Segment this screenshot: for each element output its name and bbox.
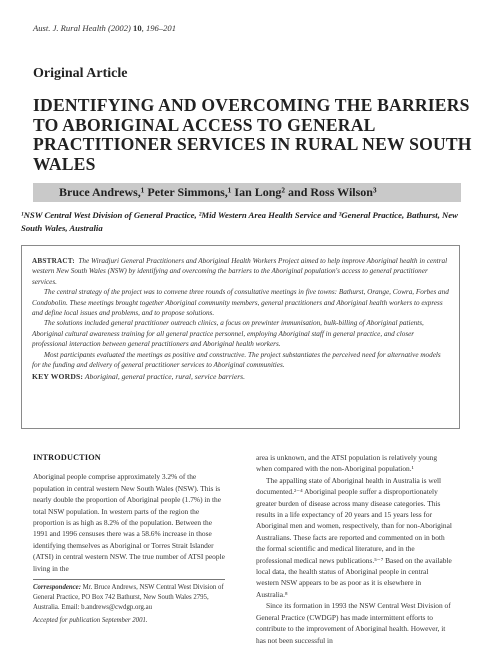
correspondence-text: Mr. Bruce Andrews, NSW Central West Division of General Practice, PO Box 742 Bathurst, New South Wales 2795, Australia. Email: b.andrews@cwdgp.org.au: [33, 584, 224, 612]
author-list: Bruce Andrews,¹ Peter Simmons,¹ Ian Long² and Ross Wilson³: [59, 185, 377, 199]
journal-volume: 10: [133, 23, 142, 33]
body-column-left: [33, 452, 225, 574]
abstract-paragraph-4: Most participants evaluated the meetings as positive and constructive. The project substantiates the perceived need for alternative models for the funding and delivery of general practitioner services to Aboriginal communities.: [32, 350, 441, 370]
intro-paragraph-2: The appalling state of Aboriginal health in Australia is well documented.²⁻⁴ Aboriginal people suffer a disproportionately greater burden of disease across many disease categories. This results in a life expectancy of 20 years and 15 years less for Aboriginal men and women, respectively, than for non-Aboriginal Australians. These facts are reported and commented on in both the formal scientific and medical literature, and in the professional medical news publications.⁵⁻⁷ Based on the available local data, the health status of Aboriginal people in central western NSW appears to be as poor as it is elsewhere in Australia.⁸: [256, 475, 452, 599]
abstract-paragraph-3: The solutions included general practitioner outreach clinics, a focus on prewinter immunisation, bulk-billing of Aboriginal patients, Aboriginal cultural awareness training for all general practice personnel, employing Aboriginal staff in general practice, and closer professional interaction between general practitioners and Aboriginal health workers.: [32, 319, 424, 349]
section-heading-introduction: INTRODUCTION: [33, 453, 101, 462]
article-type: Original Article: [33, 66, 128, 81]
body-column-right: [256, 452, 452, 646]
intro-paragraph-3: Since its formation in 1993 the NSW Central West Division of General Practice (CWDGP) has made intermittent efforts to contribute to the improvement of Aboriginal health. However, it has not been successful in: [256, 601, 451, 645]
authors-bar: [33, 183, 461, 202]
abstract-label: ABSTRACT:: [32, 257, 75, 265]
journal-name: Aust. J. Rural Health: [33, 23, 106, 33]
accepted-date-note: Accepted for publication September 2001.: [33, 617, 148, 624]
abstract-paragraph-2: The central strategy of the project was to convene three rounds of consultative meetings in five towns: Bathurst, Orange, Cowra, Forbes and Condobolin. These meetings brought together Aboriginal community members, general practitioners and Aboriginal health workers to express and define local issues and problems, and to propose solutions.: [32, 288, 449, 318]
keywords-line: [32, 372, 450, 382]
abstract-text-1: The Wiradjuri General Practitioners and Aboriginal Health Workers Project aimed to help improve Aboriginal health in central western New South Wales (NSW) by identifying and overcoming the barriers to the Aboriginal population's access to general practitioner services.: [32, 257, 448, 286]
keywords-text: Aboriginal, general practice, rural, service barriers.: [84, 372, 246, 382]
abstract-box: [21, 245, 460, 429]
intro-paragraph-1: Aboriginal people comprise approximately 3.2% of the population in central western New South Wales (NSW). This is nearly double the proportion of Aboriginal people (1.7%) in the total NSW population. In western parts of the region the proportion is as high as 8.2% of the population. Between the 1991 and 1996 censuses there was a 58.6% increase in those identifying themselves as Aboriginal or Torres Strait Islander (ATSI) in central western NSW. The true number of ATSI people living in the: [33, 472, 225, 573]
intro-paragraph-1-continued: area is unknown, and the ATSI population is relatively young when compared with the non-Aboriginal population.¹: [256, 453, 438, 474]
abstract-paragraph-1: [32, 256, 450, 287]
journal-reference: [33, 23, 176, 33]
correspondence-footnote: [33, 583, 225, 614]
journal-year: (2002): [107, 23, 131, 33]
article-title: IDENTIFYING AND OVERCOMING THE BARRIERS TO ABORIGINAL ACCESS TO GENERAL PRACTITIONER SERVICES IN RURAL NEW SOUTH WALES: [33, 95, 472, 174]
journal-pages: , 196–201: [141, 23, 177, 33]
author-affiliations: ¹NSW Central West Division of General Practice, ²Mid Western Area Health Service and ³General Practice, Bathurst, New South Wales, Australia: [21, 210, 458, 233]
correspondence-label: Correspondence:: [33, 584, 81, 591]
keywords-label: KEY WORDS:: [32, 372, 84, 382]
footnote-divider: [33, 579, 225, 580]
